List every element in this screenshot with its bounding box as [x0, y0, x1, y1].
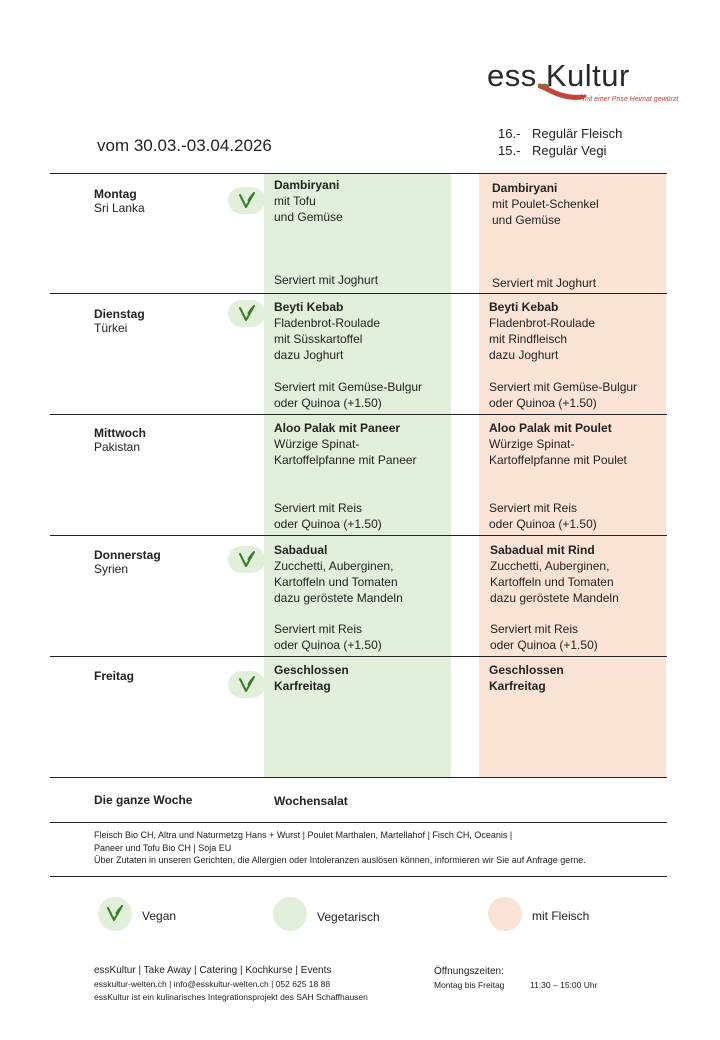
- sourcing-notes: [94, 829, 586, 867]
- week-row-label: Die ganze Woche: [94, 793, 193, 807]
- dish-line: mit Süsskartoffel: [274, 332, 363, 346]
- dish-veg-monday: [274, 177, 343, 225]
- dish-line: und Gemüse: [274, 210, 343, 224]
- dish-line: Karfreitag: [489, 679, 546, 693]
- brand-tagline: mit einer Prise Heimat gewürzt: [583, 96, 679, 103]
- dish-title: Beyti Kebab: [489, 300, 559, 314]
- day-country: Sri Lanka: [94, 201, 145, 215]
- serve-line: Serviert mit Reis: [274, 622, 363, 636]
- serve-veg-wednesday: [274, 500, 382, 532]
- price-meat-label: Regulär Fleisch: [532, 126, 623, 141]
- legend-vegan-label: Vegan: [142, 909, 177, 923]
- dish-title: Geschlossen: [489, 663, 564, 677]
- day-label-tuesday: [94, 307, 145, 335]
- footer-contact: esskultur-welten.ch | info@esskultur-welten.ch | 052 625 18 88: [94, 979, 331, 989]
- divider: [50, 293, 667, 294]
- dish-line: Zucchetti, Auberginen,: [490, 559, 610, 573]
- dish-line: Kartoffelpfanne mit Paneer: [274, 453, 417, 467]
- dish-line: dazu geröstete Mandeln: [490, 591, 619, 605]
- week-range: vom 30.03.-03.04.2026: [97, 136, 272, 155]
- dish-line: Würzige Spinat-: [489, 437, 575, 451]
- footer-services: essKultur | Take Away | Catering | Kochkurse | Events: [94, 965, 332, 976]
- vegan-leaf-icon: [239, 192, 255, 209]
- dish-title: Sabadual: [274, 543, 328, 557]
- dish-line: Fladenbrot-Roulade: [489, 316, 596, 330]
- price-meat-value: 16.-: [498, 126, 521, 141]
- dish-title: Aloo Palak mit Paneer: [274, 421, 401, 435]
- dish-line: mit Tofu: [274, 194, 316, 208]
- day-name: Donnerstag: [94, 548, 161, 562]
- dish-meat-wednesday: [489, 420, 627, 468]
- opening-hours-label: Öffnungszeiten:: [434, 966, 504, 977]
- footer-about: essKultur ist ein kulinarisches Integrationsprojekt des SAH Schaffhausen: [94, 992, 368, 1002]
- vegan-badge: [228, 671, 265, 698]
- day-country: Pakistan: [94, 440, 141, 454]
- serve-line: oder Quinoa (+1.50): [274, 396, 382, 410]
- dish-line: Kartoffelpfanne mit Poulet: [489, 453, 627, 467]
- serve-meat-tuesday: [489, 379, 637, 411]
- vegan-badge: [228, 300, 265, 327]
- serve-line: Serviert mit Gemüse-Bulgur: [489, 380, 638, 394]
- dish-title: Sabadual mit Rind: [490, 543, 595, 557]
- dish-line: dazu Joghurt: [274, 348, 344, 362]
- dish-meat-tuesday: [489, 299, 595, 363]
- serve-line: oder Quinoa (+1.50): [489, 396, 597, 410]
- dish-line: Würzige Spinat-: [274, 437, 360, 451]
- serve-line: oder Quinoa (+1.50): [274, 517, 382, 531]
- day-label-friday: [94, 669, 134, 683]
- divider: [50, 535, 667, 536]
- legend-vegetarian-label: Vegetarisch: [317, 910, 380, 924]
- note-line: Fleisch Bio CH, Altra und Naturmetzg Hans + Wurst | Poulet Marthalen, Martellahof | Fisch CH, Oceanis |: [94, 830, 513, 840]
- day-name: Dienstag: [94, 307, 145, 321]
- dish-veg-friday: [274, 662, 349, 694]
- opening-hours-time: 11:30 – 15:00 Uhr: [530, 980, 598, 990]
- legend-meat-marker: [488, 897, 522, 931]
- vegan-badge: [228, 187, 265, 214]
- brand-name-part2: Kultur: [545, 58, 630, 93]
- legend-vegan-marker: [98, 897, 132, 931]
- day-name: Montag: [94, 187, 137, 201]
- divider: [50, 777, 667, 778]
- dish-line: dazu geröstete Mandeln: [274, 591, 403, 605]
- dish-line: und Gemüse: [492, 213, 561, 227]
- dish-line: Kartoffeln und Tomaten: [274, 575, 398, 589]
- legend-vegetarian-marker: [273, 897, 307, 931]
- dish-meat-thursday: [490, 542, 619, 606]
- day-name: Freitag: [94, 669, 135, 683]
- serve-line: Serviert mit Reis: [274, 501, 363, 515]
- serve-line: oder Quinoa (+1.50): [490, 638, 598, 652]
- week-row-dish: Wochensalat: [274, 794, 348, 808]
- serve-veg-thursday: [274, 621, 382, 653]
- divider: [50, 876, 667, 877]
- dish-title: Beyti Kebab: [274, 300, 344, 314]
- divider: [50, 656, 667, 657]
- serve-line: oder Quinoa (+1.50): [274, 638, 382, 652]
- legend-meat-label: mit Fleisch: [532, 909, 590, 923]
- dish-title: Geschlossen: [274, 663, 349, 677]
- serve-line: Serviert mit Gemüse-Bulgur: [274, 380, 423, 394]
- serve-line: Serviert mit Joghurt: [274, 273, 379, 287]
- dish-line: mit Rindfleisch: [489, 332, 568, 346]
- dish-line: Fladenbrot-Roulade: [274, 316, 381, 330]
- serve-line: oder Quinoa (+1.50): [489, 517, 597, 531]
- dish-veg-tuesday: [274, 299, 380, 363]
- divider: [50, 173, 667, 174]
- dish-line: mit Poulet-Schenkel: [492, 197, 599, 211]
- dish-veg-thursday: [274, 542, 403, 606]
- dish-meat-monday: [492, 180, 599, 228]
- day-name: Mittwoch: [94, 426, 146, 440]
- chili-logo-icon: [538, 82, 588, 104]
- note-line: Über Zutaten in unseren Gerichten, die Allergien oder Intoleranzen auslösen können, informieren wir Sie auf Anfrage gerne.: [94, 855, 586, 865]
- note-line: Paneer und Tofu Bio CH | Soja EU: [94, 842, 232, 853]
- dish-veg-wednesday: [274, 420, 417, 468]
- day-country: Syrien: [94, 562, 129, 576]
- price-veg: [498, 143, 606, 158]
- divider: [50, 414, 667, 415]
- vegan-leaf-icon: [239, 676, 255, 693]
- serve-line: Serviert mit Joghurt: [492, 276, 597, 290]
- serve-line: Serviert mit Reis: [490, 622, 579, 636]
- price-veg-label: Regulär Vegi: [532, 143, 607, 158]
- opening-hours-days: Montag bis Freitag: [434, 980, 505, 990]
- dish-title: Dambiryani: [492, 181, 558, 195]
- serve-line: Serviert mit Reis: [489, 501, 578, 515]
- vegan-badge: [228, 546, 265, 573]
- serve-meat-wednesday: [489, 500, 597, 532]
- brand-name-part1: ess: [487, 58, 537, 93]
- dish-line: Karfreitag: [274, 679, 331, 693]
- dish-title: Dambiryani: [274, 178, 340, 192]
- vegan-leaf-icon: [239, 305, 255, 322]
- dish-line: Zucchetti, Auberginen,: [274, 559, 394, 573]
- day-label-wednesday: [94, 426, 146, 454]
- day-label-monday: [94, 187, 145, 215]
- vegan-leaf-icon: [239, 551, 255, 568]
- price-veg-value: 15.-: [498, 143, 521, 158]
- divider: [50, 822, 667, 823]
- serve-veg-monday: [274, 272, 378, 288]
- dish-title: Aloo Palak mit Poulet: [489, 421, 612, 435]
- price-meat: [498, 126, 622, 141]
- serve-veg-tuesday: [274, 379, 422, 411]
- vegan-leaf-icon: [107, 905, 123, 922]
- serve-meat-monday: [492, 275, 596, 291]
- day-label-thursday: [94, 548, 161, 576]
- dish-meat-friday: [489, 662, 564, 694]
- day-country: Türkei: [94, 321, 128, 335]
- dish-line: Kartoffeln und Tomaten: [490, 575, 614, 589]
- dish-line: dazu Joghurt: [489, 348, 559, 362]
- serve-meat-thursday: [490, 621, 598, 653]
